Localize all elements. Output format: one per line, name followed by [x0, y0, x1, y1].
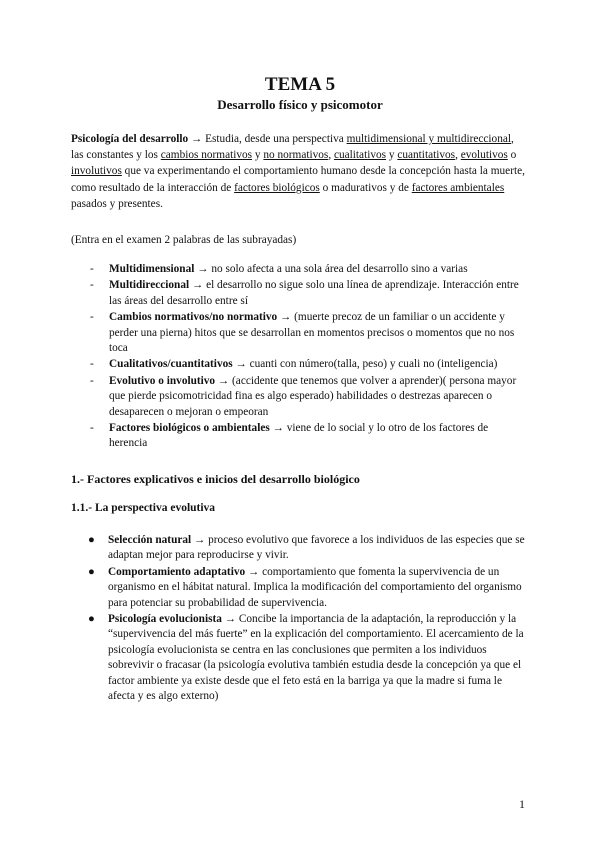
list-item: - Multidimensional → no solo afecta a una sola área del desarrollo sino a varias [90, 263, 468, 275]
section-heading: 1.- Factores explicativos e inicios del desarrollo biológico [71, 472, 360, 486]
underlined-term: involutivos [71, 165, 122, 178]
bullet-icon: ● [88, 613, 95, 626]
definitions-list [90, 262, 526, 453]
list-item: - Cambios normativos/no normativo → (muerte precoz de un familiar o un accidente y perder una pierna) hitos que se desarrollan en momentos precisos o momentos que no nos toca [90, 311, 515, 355]
list-item: ● Comportamiento adaptativo → comportamiento que fomenta la supervivencia de un organismo en el hábitat natural. Implica la modificación del comportamiento del organismo para potenciar su probabilidad de supervivencia. [88, 565, 522, 609]
underlined-term: cambios normativos [160, 149, 253, 162]
underlined-term: evolutivos [460, 149, 508, 162]
list-item: - Factores biológicos o ambientales → viene de lo social y lo otro de los factores de herencia [90, 422, 489, 450]
underlined-term: multidimensional y multidireccional [346, 133, 511, 145]
list-item: - Cualitativos/cuantitativos → cuanti con número(talla, peso) y cuali no (inteligencia) [90, 358, 498, 371]
list-item: - Evolutivo o involutivo → (accidente que tenemos que volver a aprender)( persona mayor que pierde psicomotricidad fina es algo esperado) habilidades o destrezas aparecen o desaparecen o mejoran o empeoran [90, 374, 517, 418]
underlined-term: factores biológicos [234, 181, 320, 194]
intro-term: Psicología del desarrollo [71, 133, 189, 145]
underlined-term: factores ambientales [411, 181, 505, 194]
bullet-list [88, 533, 525, 705]
bullet-icon: ● [88, 565, 95, 578]
underlined-term: no normativos [263, 149, 329, 162]
bullet-icon: ● [88, 534, 95, 546]
page-subtitle: Desarrollo físico y psicomotor [217, 97, 383, 112]
underlined-term: cuantitativos [397, 149, 456, 162]
exam-note: (Entra en el examen 2 palabras de las subrayadas) [71, 234, 297, 246]
page-number: 1 [519, 797, 525, 811]
list-item: - Multidireccional → el desarrollo no sigue solo una línea de aprendizaje. Interacción entre las áreas del desarrollo entre sí [90, 279, 519, 307]
intro-paragraph: Psicología del desarrollo → Estudia, desde una perspectiva multidimensional y multidireccional, las constantes y los cambios normativos y no normativos, cualitativos y cuantitativos, evolutivos o involutivos que va experimentando el comportamiento humano desde la concepción hasta la muerte, como resultado de la interacción de factores biológicos o madurativos y de factores ambientales pasados y presentes. [71, 133, 525, 210]
page-title: TEMA 5 [264, 74, 336, 95]
list-item: ● Selección natural → proceso evolutivo que favorece a los individuos de las especies que se adaptan mejor para reproducirse y vivir. [88, 534, 525, 562]
subsection-heading: 1.1.- La perspectiva evolutiva [71, 502, 216, 514]
list-item: ● Psicología evolucionista → Concibe la importancia de la adaptación, la reproducción y la “supervivencia del más fuerte” en la explicación del comportamiento. El acercamiento de la psicología evolucionista se centra en las conclusiones que permiten a los individuos sobrevivir o fracasar (la psicología evolutiva también estudia desde la concepción ya que el factor ambiente ya existe desde que el feto está en la barriga ya que la madre si fuma le afecta y es algo externo) [88, 613, 524, 703]
underlined-term: cualitativos [333, 149, 387, 162]
